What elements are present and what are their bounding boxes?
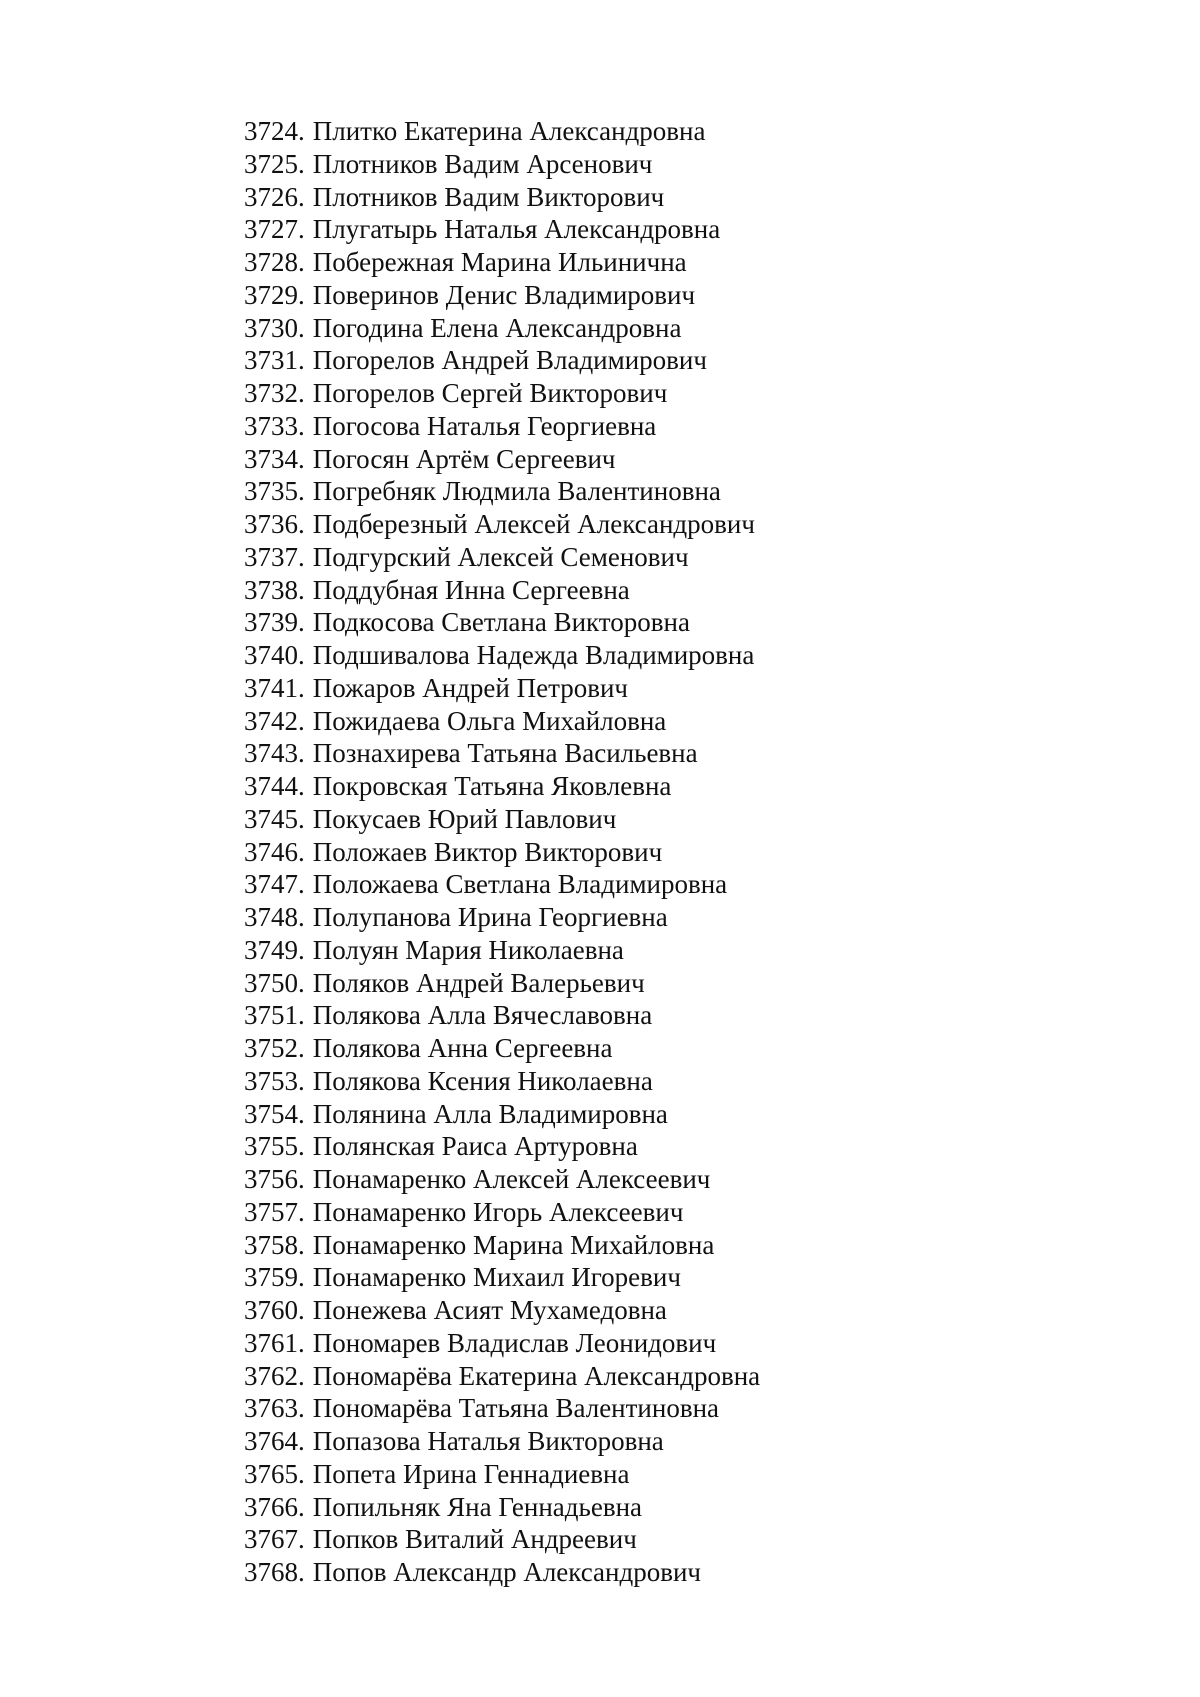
entry-name: Полуян Мария Николаевна [312, 934, 624, 965]
list-item [244, 344, 760, 377]
list-item [244, 1523, 760, 1556]
entry-number: 3734. [244, 443, 305, 474]
entry-number: 3751. [244, 1000, 305, 1031]
entry-number: 3754. [244, 1098, 305, 1129]
entry-name: Пономарёва Татьяна Валентиновна [312, 1393, 720, 1424]
list-item [244, 312, 760, 345]
entry-name: Плотников Вадим Арсенович [312, 148, 653, 179]
entry-name: Подгурский Алексей Семенович [312, 541, 689, 572]
entry-name: Пономарёва Екатерина Александровна [312, 1360, 761, 1391]
entry-name: Погорелов Сергей Викторович [312, 378, 668, 408]
list-item [244, 181, 760, 214]
list-item [244, 737, 760, 770]
entry-name: Пономарев Владислав Леонидович [312, 1327, 717, 1358]
entry-name: Поверинов Денис Владимирович [312, 279, 696, 310]
list-item [244, 934, 760, 967]
entry-name: Покровская Татьяна Яковлевна [312, 771, 672, 801]
entry-name: Плитко Екатерина Александровна [312, 116, 706, 146]
entry-name: Понамаренко Михаил Игоревич [312, 1262, 681, 1293]
entry-number: 3725. [244, 148, 305, 179]
list-item [244, 279, 760, 312]
entry-name: Поляков Андрей Валерьевич [312, 967, 645, 998]
entry-name: Полянская Раиса Артуровна [312, 1131, 638, 1162]
list-item [244, 508, 760, 541]
entry-name: Побережная Марина Ильинична [312, 247, 687, 277]
entry-number: 3763. [244, 1393, 305, 1424]
entry-name: Плугатырь Наталья Александровна [312, 214, 721, 245]
entry-number: 3752. [244, 1033, 305, 1063]
entry-name: Положаев Виктор Викторович [312, 836, 663, 867]
entry-name: Погорелов Андрей Владимирович [312, 345, 707, 376]
entry-number: 3738. [244, 574, 305, 605]
entry-name: Подшивалова Надежда Владимировна [312, 640, 755, 670]
list-item [244, 246, 760, 279]
entry-name: Полянина Алла Владимировна [312, 1098, 668, 1129]
entry-number: 3743. [244, 738, 305, 769]
entry-number: 3732. [244, 378, 305, 408]
list-item [244, 1163, 760, 1196]
list-item [244, 574, 760, 607]
entry-number: 3741. [244, 672, 305, 703]
list-item [244, 705, 760, 738]
entry-number: 3762. [244, 1360, 305, 1391]
list-item [244, 1360, 760, 1393]
entry-number: 3745. [244, 803, 305, 834]
list-item [244, 868, 760, 901]
entry-number: 3724. [244, 116, 305, 146]
entry-number: 3736. [244, 509, 305, 539]
entry-name: Плотников Вадим Викторович [312, 181, 665, 212]
entry-name: Подберезный Алексей Александрович [312, 509, 755, 539]
entry-name: Покусаев Юрий Павлович [312, 803, 617, 834]
list-item [244, 115, 760, 148]
entry-number: 3749. [244, 934, 305, 965]
list-item [244, 410, 760, 443]
entry-number: 3742. [244, 705, 305, 736]
entry-name: Попазова Наталья Викторовна [312, 1426, 664, 1456]
entry-name: Попильняк Яна Геннадьевна [312, 1491, 642, 1522]
list-item [244, 770, 760, 803]
list-item [244, 377, 760, 410]
list-item [244, 1425, 760, 1458]
list-item [244, 1327, 760, 1360]
entry-number: 3748. [244, 902, 305, 932]
list-item [244, 1196, 760, 1229]
entry-name: Понамаренко Марина Михайловна [312, 1229, 715, 1260]
entry-name: Понамаренко Алексей Алексеевич [312, 1164, 711, 1194]
list-item [244, 1458, 760, 1491]
entry-number: 3767. [244, 1524, 305, 1555]
list-item [244, 999, 760, 1032]
entry-name: Полякова Анна Сергеевна [312, 1033, 613, 1063]
entry-number: 3730. [244, 312, 305, 343]
entry-number: 3753. [244, 1065, 305, 1096]
list-item [244, 475, 760, 508]
entry-name: Полупанова Ирина Георгиевна [312, 902, 668, 932]
entry-name: Положаева Светлана Владимировна [312, 869, 728, 900]
entry-name: Попов Александр Александрович [312, 1557, 701, 1587]
entry-number: 3766. [244, 1491, 305, 1522]
entry-name: Понамаренко Игорь Алексеевич [312, 1196, 684, 1227]
entry-number: 3740. [244, 640, 305, 670]
list-item [244, 1261, 760, 1294]
entry-number: 3761. [244, 1327, 305, 1358]
entry-name: Попета Ирина Геннадиевна [312, 1458, 630, 1489]
entry-number: 3729. [244, 279, 305, 310]
name-list [244, 115, 760, 1589]
list-item [244, 213, 760, 246]
entry-number: 3737. [244, 541, 305, 572]
entry-number: 3727. [244, 214, 305, 245]
list-item [244, 901, 760, 934]
entry-name: Пожидаева Ольга Михайловна [312, 705, 667, 736]
entry-number: 3746. [244, 836, 305, 867]
entry-number: 3739. [244, 607, 305, 638]
entry-number: 3747. [244, 869, 305, 900]
list-item [244, 639, 760, 672]
entry-name: Поддубная Инна Сергеевна [312, 574, 630, 605]
entry-number: 3735. [244, 476, 305, 507]
entry-name: Погодина Елена Александровна [312, 312, 682, 343]
entry-name: Полякова Ксения Николаевна [312, 1065, 653, 1096]
list-item [244, 1294, 760, 1327]
list-item [244, 967, 760, 1000]
list-item [244, 672, 760, 705]
list-item [244, 803, 760, 836]
entry-name: Полякова Алла Вячеславовна [312, 1000, 653, 1031]
list-item [244, 148, 760, 181]
entry-name: Познахирева Татьяна Васильевна [312, 738, 698, 769]
entry-name: Пожаров Андрей Петрович [312, 672, 628, 703]
entry-name: Понежева Асият Мухамедовна [312, 1295, 667, 1325]
entry-number: 3728. [244, 247, 305, 277]
list-item [244, 606, 760, 639]
entry-number: 3768. [244, 1557, 305, 1587]
list-item [244, 836, 760, 869]
list-item [244, 1032, 760, 1065]
list-item [244, 1556, 760, 1589]
entry-number: 3760. [244, 1295, 305, 1325]
entry-number: 3757. [244, 1196, 305, 1227]
list-item [244, 1130, 760, 1163]
entry-number: 3726. [244, 181, 305, 212]
entry-name: Погребняк Людмила Валентиновна [312, 476, 721, 507]
entry-number: 3765. [244, 1458, 305, 1489]
entry-number: 3744. [244, 771, 305, 801]
entry-number: 3756. [244, 1164, 305, 1194]
entry-name: Попков Виталий Андреевич [312, 1524, 637, 1555]
entry-number: 3731. [244, 345, 305, 376]
entry-number: 3733. [244, 410, 305, 441]
entry-number: 3758. [244, 1229, 305, 1260]
list-item [244, 1392, 760, 1425]
list-item [244, 443, 760, 476]
list-item [244, 1065, 760, 1098]
list-item [244, 1491, 760, 1524]
entry-name: Погосян Артём Сергеевич [312, 443, 616, 474]
entry-number: 3750. [244, 967, 305, 998]
list-item [244, 541, 760, 574]
entry-name: Погосова Наталья Георгиевна [312, 410, 657, 441]
list-item [244, 1098, 760, 1131]
entry-name: Подкосова Светлана Викторовна [312, 607, 690, 638]
list-item [244, 1229, 760, 1262]
entry-number: 3755. [244, 1131, 305, 1162]
entry-number: 3764. [244, 1426, 305, 1456]
entry-number: 3759. [244, 1262, 305, 1293]
